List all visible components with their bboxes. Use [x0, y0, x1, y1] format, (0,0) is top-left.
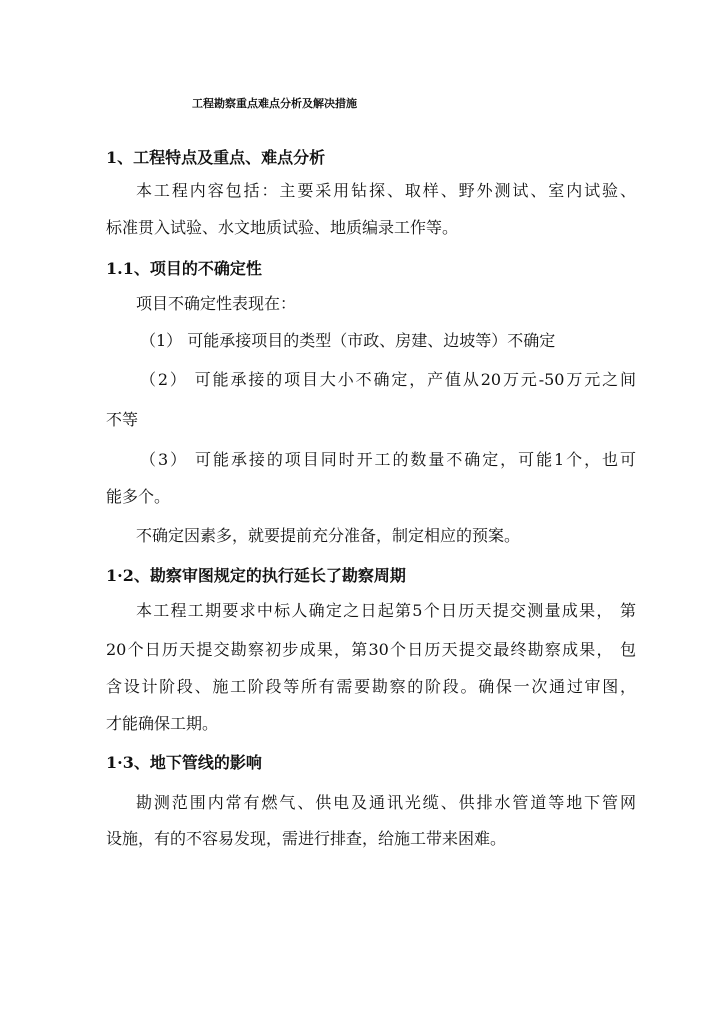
section-1-3-paragraph-line: 勘测范围内常有燃气、供电及通讯光缆、供排水管道等地下管网 — [136, 793, 636, 812]
list-item-2-continuation: 不等 — [106, 410, 139, 429]
section-1-3-paragraph-line: 设施，有的不容易发现，需进行排查，给施工带来困难。 — [106, 829, 507, 848]
section-1-2-paragraph-line: 才能确保工期。 — [106, 714, 219, 733]
list-item-3-continuation: 能多个。 — [106, 487, 171, 506]
list-item-1: （1） 可能承接项目的类型（市政、房建、边坡等）不确定 — [140, 331, 556, 350]
section-1-1-heading: 1.1、项目的不确定性 — [106, 259, 262, 278]
section-1-3-heading: 1·3、地下管线的影响 — [106, 753, 262, 772]
document-title: 工程勘察重点难点分析及解决措施 — [192, 97, 357, 110]
section-1-2-paragraph-line: 含设计阶段、施工阶段等所有需要勘察的阶段。确保一次通过审图， — [106, 677, 636, 696]
section-1-paragraph-line: 本工程内容包括：主要采用钻探、取样、野外测试、室内试验、 — [136, 181, 636, 200]
section-1-2-heading: 1·2、勘察审图规定的执行延长了勘察周期 — [106, 566, 406, 585]
section-1-paragraph-line: 标准贯入试验、水文地质试验、地质编录工作等。 — [106, 218, 459, 237]
section-1-1-intro: 项目不确定性表现在： — [136, 294, 297, 313]
section-1-2-paragraph-line: 本工程工期要求中标人确定之日起第5个日历天提交测量成果， 第 — [136, 601, 636, 620]
list-item-3: （3） 可能承接的项目同时开工的数量不确定，可能1个，也可 — [140, 450, 636, 469]
section-1-heading: 1、工程特点及重点、难点分析 — [106, 148, 326, 167]
section-1-1-conclusion: 不确定因素多，就要提前充分准备，制定相应的预案。 — [136, 526, 521, 545]
section-1-2-paragraph-line: 20个日历天提交勘察初步成果，第30个日历天提交最终勘察成果， 包 — [106, 640, 636, 659]
list-item-2: （2） 可能承接的项目大小不确定，产值从20万元-50万元之间 — [140, 370, 636, 389]
